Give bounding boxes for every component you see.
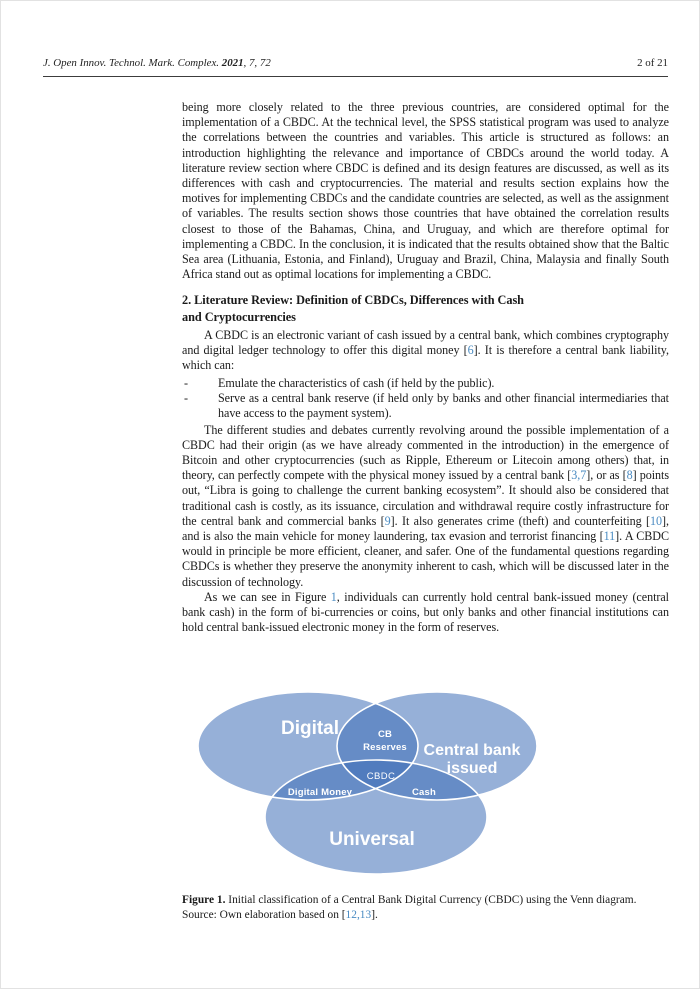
section-heading xyxy=(182,292,669,324)
figure-1-venn-diagram xyxy=(190,685,545,885)
venn-label-cash: Cash xyxy=(411,787,437,798)
list-item-text: Serve as a central bank reserve (if held only by banks and other financial intermediaries that have access to the payment system). xyxy=(218,391,669,421)
list-marker: - xyxy=(184,375,188,390)
list-item-text: Emulate the characteristics of cash (if held by the public). xyxy=(218,375,495,390)
figure-caption: Figure 1. Initial classification of a Central Bank Digital Currency (CBDC) using the Venn diagram. Source: Own elaboration based on [12,13]. xyxy=(182,894,637,921)
venn-label-cb-reserves-line1: CB xyxy=(377,729,393,740)
venn-label-central-bank-line1: Central bank xyxy=(423,742,521,759)
page-header xyxy=(43,57,668,69)
journal-citation: J. Open Innov. Technol. Mark. Complex. 2021, 7, 72 xyxy=(43,57,271,69)
venn-label-cb-reserves-line2: Reserves xyxy=(363,742,407,753)
venn-label-digital-money: Digital Money xyxy=(287,787,353,798)
venn-diagram-svg xyxy=(190,685,545,885)
list-marker: - xyxy=(184,391,188,406)
venn-label-digital: Digital xyxy=(280,718,340,739)
body-column xyxy=(182,100,669,635)
bullet-list xyxy=(182,376,669,422)
paragraph-figure-intro: As we can see in Figure 1, individuals can currently hold central bank-issued money (central bank cash) in the form of bi-currencies or coins, but only banks and other financial institutions can hold central bank-issued electronic money in the form of reserves. xyxy=(182,589,669,635)
venn-label-universal: Universal xyxy=(329,829,415,850)
paragraph-cbdc-definition: A CBDC is an electronic variant of cash issued by a central bank, which combines cryptography and digital ledger technology to offer this digital money [6]. It is therefore a central bank liability, which can: xyxy=(182,327,669,373)
venn-label-central-bank-line2: issued xyxy=(446,760,498,777)
header-divider xyxy=(43,76,668,77)
list-item xyxy=(182,391,669,421)
citation-link[interactable]: 11 xyxy=(603,528,616,543)
citation-link[interactable]: 8 xyxy=(626,468,633,483)
citation-link[interactable]: 1 xyxy=(330,589,337,604)
citation-link[interactable]: 10 xyxy=(650,513,663,528)
list-item xyxy=(182,376,669,391)
paragraph-studies-debates: The different studies and debates currently revolving around the possible implementation of a CBDC had their origin (as we have already commented in the introduction) in the emergence of Bitcoin and other cryptocurrencies (such as Ripple, Ethereum or Litecoin among others) that, in theory, can perfectly compete with the physical money issued by a central bank [3,7], or as [8] points out, “Libra is going to challenge the current banking ecosystem”. It should also be considered that traditional cash is costly, as its issuance, circulation and withdrawal require costly infrastructure for the central bank and commercial banks [9]. It also generates crime (theft) and counterfeiting [10], and is also the main vehicle for money laundering, tax evasion and terrorist financing [11]. A CBDC would in principle be more efficient, cleaner, and safer. One of the fundamental questions regarding CBDCs is whether they preserve the anonymity inherent to cash, which will be discussed later in the discussion of technology. xyxy=(182,422,670,589)
citation-link[interactable]: 9 xyxy=(384,513,391,528)
citation-link[interactable]: 3,7 xyxy=(571,468,587,483)
page-number: 2 of 21 xyxy=(637,57,668,69)
section-heading-line2: and Cryptocurrencies xyxy=(182,309,296,324)
venn-label-cbdc: CBDC xyxy=(366,771,396,782)
citation-link[interactable]: 6 xyxy=(467,343,474,358)
section-heading-line1: 2. Literature Review: Definition of CBDCs, Differences with Cash xyxy=(182,293,524,308)
paragraph-continued: being more closely related to the three previous countries, are considered optimal for the implementation of a CBDC. At the technical level, the SPSS statistical program was used to analyze the correlations between the countries and variables. This article is structured as follows: an introduction highlighting the relevance and importance of CBDCs around the world today. A literature review section where CBDC is defined and its design features are discussed, as well as its differences with cash and cryptocurrencies. The material and results section explains how the motives for implementing CBDCs and the candidate countries are selected, as well as the assignment of variables. The results section shows those countries that have obtained the correlation results closest to those of the Bahamas, China, and Uruguay, and which are therefore optimal for implementing a CBDC. In the conclusion, it is indicated that the results obtained show that the Baltic Sea area (Lithuania, Estonia, and Finland), Uruguay and Brazil, China, Malaysia and finally South Africa stand out as optimal locations for implementing a CBDC. xyxy=(182,100,669,282)
citation-link[interactable]: 12,13 xyxy=(345,909,372,921)
